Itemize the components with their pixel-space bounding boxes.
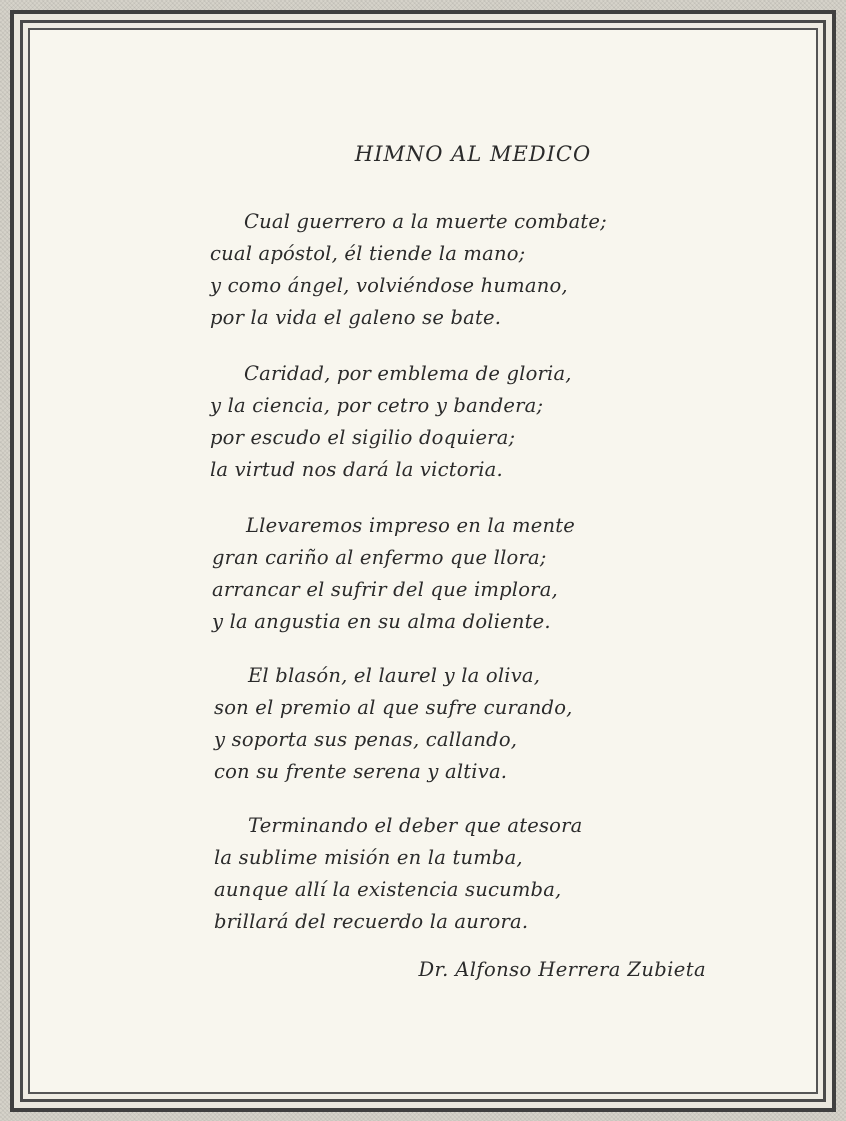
stanza-4 xyxy=(214,660,573,788)
verse-line: por la vida el galeno se bate. xyxy=(210,306,502,329)
verse-line: la virtud nos dará la victoria. xyxy=(210,458,503,481)
verse-line: y soporta sus penas, callando, xyxy=(214,728,518,751)
verse-line: con su frente serena y altiva. xyxy=(214,760,508,783)
verse-line: Llevaremos impreso en la mente xyxy=(246,514,576,537)
stanza-2 xyxy=(210,358,572,486)
verse-line: y como ángel, volviéndose humano, xyxy=(210,274,568,297)
verse-line: Terminando el deber que atesora xyxy=(248,814,583,837)
poem-content xyxy=(30,30,816,1092)
outer-border-frame xyxy=(10,10,836,1112)
author-signature: Dr. Alfonso Herrera Zubieta xyxy=(418,958,706,981)
verse-line: y la angustia en su alma doliente. xyxy=(212,610,551,633)
middle-border-frame xyxy=(20,20,826,1102)
verse-line: Cual guerrero a la muerte combate; xyxy=(244,210,607,233)
stanza-3 xyxy=(212,510,575,638)
verse-line: y la ciencia, por cetro y bandera; xyxy=(210,394,544,417)
verse-line: son el premio al que sufre curando, xyxy=(214,696,573,719)
verse-line: Caridad, por emblema de gloria, xyxy=(244,362,572,385)
inner-border-frame xyxy=(28,28,818,1094)
verse-line: la sublime misión en la tumba, xyxy=(214,846,523,869)
stanza-5 xyxy=(214,810,582,938)
verse-line: El blasón, el laurel y la oliva, xyxy=(248,664,541,687)
verse-line: cual apóstol, él tiende la mano; xyxy=(210,242,526,265)
verse-line: brillará del recuerdo la aurora. xyxy=(214,910,529,933)
poem-title: HIMNO AL MEDICO xyxy=(354,142,592,166)
verse-line: arrancar el sufrir del que implora, xyxy=(212,578,558,601)
verse-line: aunque allí la existencia sucumba, xyxy=(214,878,562,901)
verse-line: gran cariño al enfermo que llora; xyxy=(212,546,547,569)
stanza-1 xyxy=(210,206,607,334)
verse-line: por escudo el sigilio doquiera; xyxy=(210,426,516,449)
